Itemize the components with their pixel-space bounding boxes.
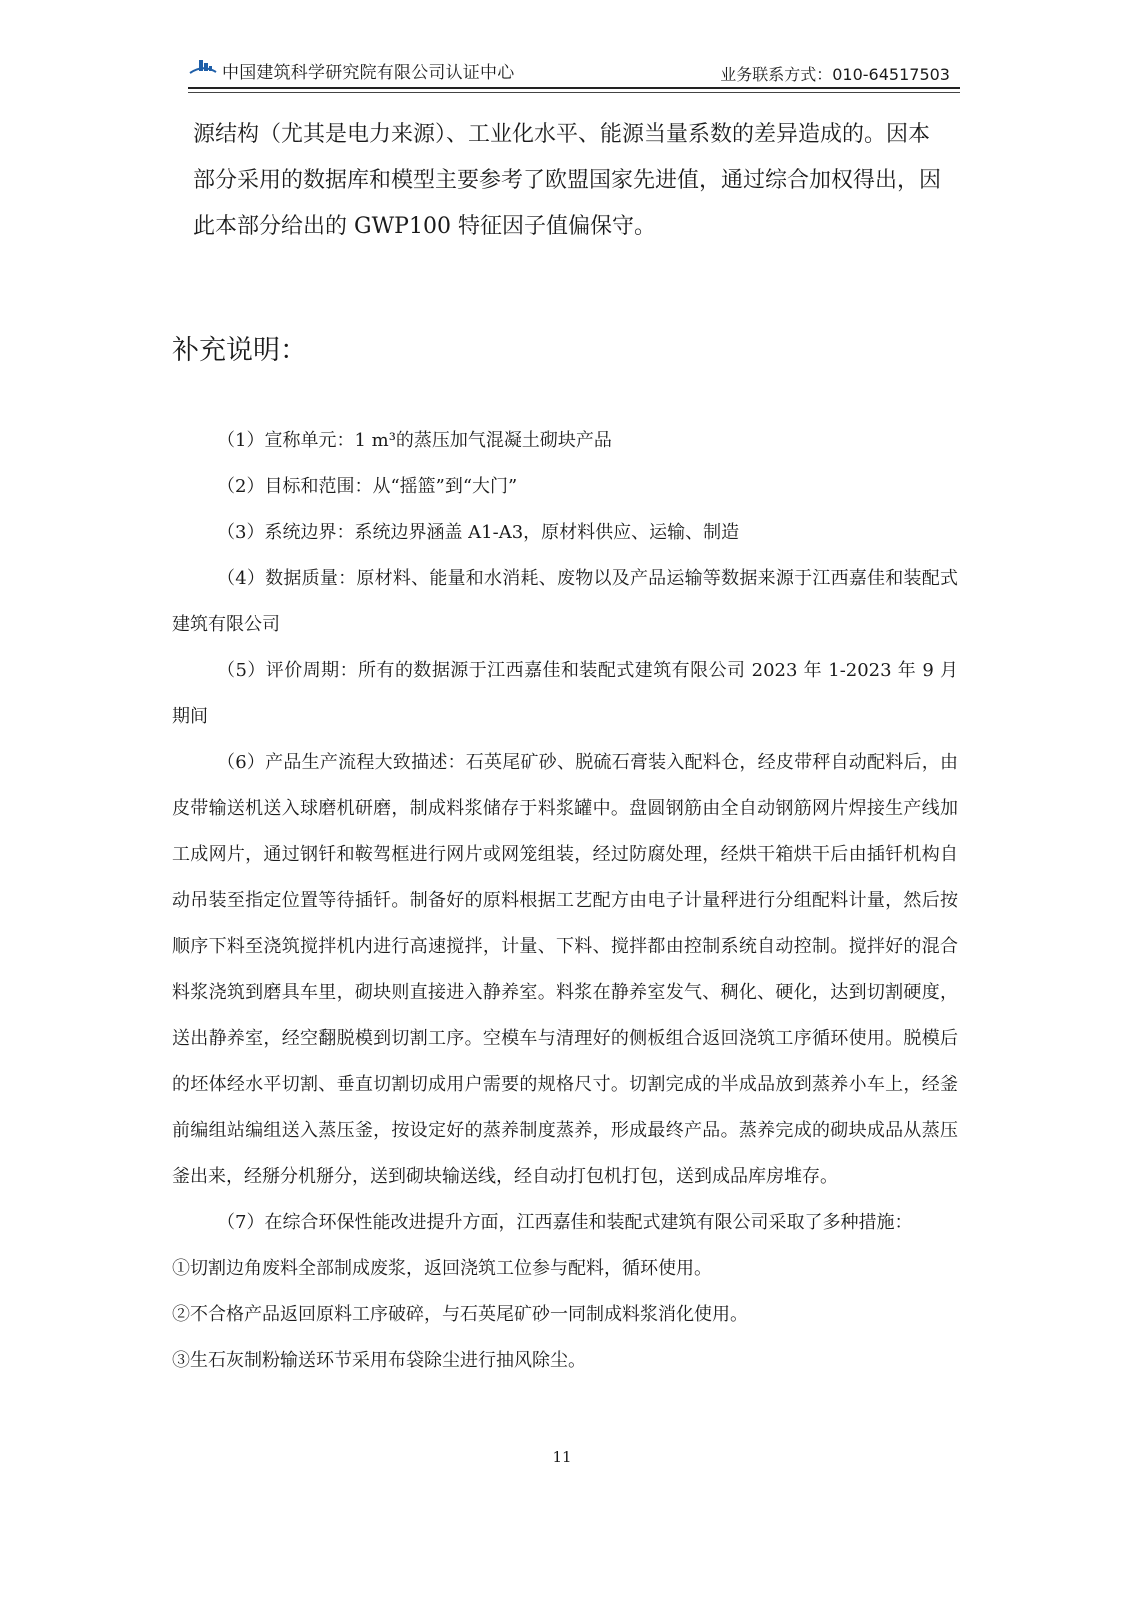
header-rule-thick [188,87,960,89]
page-header [188,54,960,92]
supplementary-notes [172,418,958,1384]
contact-info: 业务联系方式：010-64517503 [720,65,950,84]
measure-item: ②不合格产品返回原料工序破碎，与石英尾矿砂一同制成料浆消化使用。 [172,1304,748,1325]
measure-item: ①切割边角废料全部制成废浆，返回浇筑工位参与配料，循环使用。 [172,1258,712,1279]
measure-item: ③生石灰制粉输送环节采用布袋除尘进行抽风除尘。 [172,1350,586,1371]
page-number: 11 [552,1448,572,1466]
note-data-quality: （4）数据质量：原材料、能量和水消耗、废物以及产品运输等数据来源于江西嘉佳和装配式建筑有限公司 [172,568,958,635]
company-logo-icon [188,58,218,78]
note-production-process: （6）产品生产流程大致描述：石英尾矿砂、脱硫石膏装入配料仓，经皮带秤自动配料后，由皮带输送机送入球磨机研磨，制成料浆储存于料浆罐中。盘圆钢筋由全自动钢筋网片焊接生产线加工成网片，通过钢钎和鞍驾框进行网片或网笼组装，经过防腐处理，经烘干箱烘干后由插钎机构自动吊装至指定位置等待插钎。制备好的原料根据工艺配方由电子计量秤进行分组配料计量，然后按顺序下料至浇筑搅拌机内进行高速搅拌，计量、下料、搅拌都由控制系统自动控制。搅拌好的混合料浆浇筑到磨具车里，砌块则直接进入静养室。料浆在静养室发气、稠化、硬化，达到切割硬度，送出静养室，经空翻脱模到切割工序。空模车与清理好的侧板组合返回浇筑工序循环使用。脱模后的坯体经水平切割、垂直切割切成用户需要的规格尺寸。切割完成的半成品放到蒸养小车上，经釜前编组站编组送入蒸压釜，按设定好的蒸养制度蒸养，形成最终产品。蒸养完成的砌块成品从蒸压釜出来，经掰分机掰分，送到砌块输送线，经自动打包机打包，送到成品库房堆存。 [172,752,958,1187]
intro-line: 源结构（尤其是电力来源）、工业化水平、能源当量系数的差异造成的。因本 [193,122,931,147]
note-evaluation-period: （5）评价周期：所有的数据源于江西嘉佳和装配式建筑有限公司 2023 年 1-2023 年 9 月期间 [172,660,958,727]
organization-name: 中国建筑科学研究院有限公司认证中心 [222,63,515,83]
intro-paragraph [193,112,963,250]
intro-line: 此本部分给出的 GWP100 特征因子值偏保守。 [193,214,656,239]
note-system-boundary: （3）系统边界：系统边界涵盖 A1-A3，原材料供应、运输、制造 [217,522,740,543]
header-rule-thin [188,92,960,93]
section-heading: 补充说明： [172,335,307,366]
note-declared-unit: （1）宣称单元：1 m³的蒸压加气混凝土砌块产品 [217,430,612,451]
intro-line: 部分采用的数据库和模型主要参考了欧盟国家先进值，通过综合加权得出，因 [193,168,942,193]
note-environmental-measures: （7）在综合环保性能改进提升方面，江西嘉佳和装配式建筑有限公司采取了多种措施： [217,1212,913,1233]
note-scope: （2）目标和范围：从“摇篮”到“大门” [217,476,518,497]
